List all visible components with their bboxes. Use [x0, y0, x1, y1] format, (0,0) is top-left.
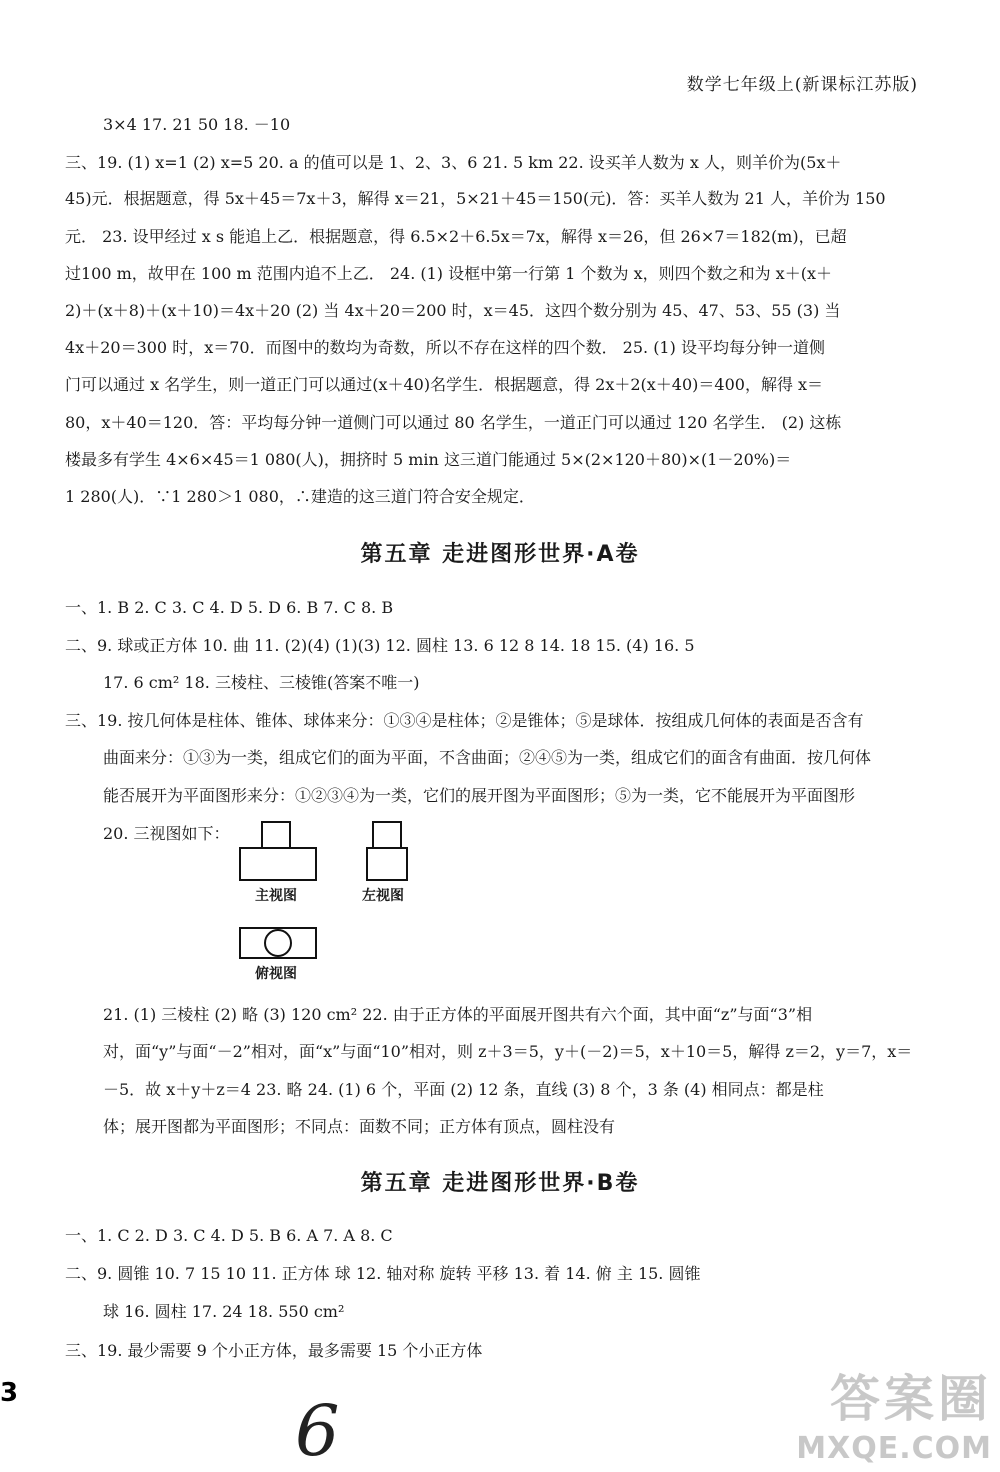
page-header: 数学七年级上(新课标江苏版) [686, 75, 918, 95]
page-number-mark: 3 [0, 1378, 19, 1408]
section-a-title: 第五章 走进图形世界·A卷 [360, 542, 640, 567]
section-a-line-11: 体；展开图都为平面图形；不同点：面数不同；正方体有顶点，圆柱没有 [103, 1117, 616, 1136]
section-a-line-4: 三、19. 按几何体是柱体、锥体、球体来分：①③④是柱体；②是锥体；⑤是球体．按组成几何体的表面是否含有 [65, 711, 864, 730]
left-view-label: 左视图 [362, 888, 404, 904]
section-a-line-7: 20. 三视图如下： [103, 824, 230, 843]
text-line-2: 三、19. (1) x=1 (2) x=5 20. a 的值可以是 1、2、3、6 21. 5 km 22. 设买羊人数为 x 人，则羊价为(5x＋ [65, 153, 842, 172]
top-view-figure [238, 926, 320, 962]
section-b-line-1: 一、1. C 2. D 3. C 4. D 5. B 6. A 7. A 8. C [65, 1226, 393, 1245]
watermark-url: MXQE.COM [796, 1431, 992, 1466]
top-view-label: 俯视图 [255, 966, 297, 982]
handwritten-mark: 6 [295, 1390, 340, 1472]
text-line-4: 元． 23. 设甲经过 x s 能追上乙．根据题意，得 6.5×2＋6.5x＝7x，解得 x＝26，但 26×7＝182(m)，已超 [65, 227, 847, 246]
section-a-line-2: 二、9. 球或正方体 10. 曲 11. (2)(4) (1)(3) 12. 圆柱 13. 6 12 8 14. 18 15. (4) 16. 5 [65, 636, 695, 655]
text-line-7: 4x＋20＝300 时，x＝70．而图中的数均为奇数，所以不存在这样的四个数． 25. (1) 设平均每分钟一道侧 [65, 338, 825, 357]
section-a-line-9: 对，面“y”与面“－2”相对，面“x”与面“10”相对，则 z＋3＝5，y＋(－2)＝5，x＋10＝5，解得 z＝2，y＝7，x＝ [103, 1042, 913, 1061]
section-b-line-3: 球 16. 圆柱 17. 24 18. 550 cm² [103, 1302, 345, 1321]
section-b-line-4: 三、19. 最少需要 9 个小正方体，最多需要 15 个小正方体 [65, 1341, 483, 1360]
text-line-10: 楼最多有学生 4×6×45＝1 080(人)，拥挤时 5 min 这三道门能通过 5×(2×120＋80)×(1－20%)＝ [65, 450, 792, 469]
front-view-label: 主视图 [255, 888, 297, 904]
text-line-11: 1 280(人)．∵1 280＞1 080，∴建造的这三道门符合安全规定． [65, 487, 535, 506]
front-view-figure [238, 820, 320, 882]
section-a-line-8: 21. (1) 三棱柱 (2) 略 (3) 120 cm² 22. 由于正方体的平面展开图共有六个面，其中面“z”与面“3”相 [103, 1005, 813, 1024]
watermark [796, 1359, 992, 1466]
section-a-line-6: 能否展开为平面图形来分：①②③④为一类，它们的展开图为平面图形；⑤为一类，它不能展开为平面图形 [103, 786, 856, 805]
section-a-line-3: 17. 6 cm² 18. 三棱柱、三棱锥(答案不唯一) [103, 673, 420, 692]
section-b-title: 第五章 走进图形世界·B卷 [360, 1171, 640, 1196]
text-line-3: 45)元．根据题意，得 5x＋45＝7x＋3，解得 x＝21，5×21＋45＝150(元)．答：买羊人数为 21 人，羊价为 150 [65, 189, 886, 208]
left-view-figure [365, 820, 411, 882]
text-line-8: 门可以通过 x 名学生，则一道正门可以通过(x＋40)名学生．根据题意，得 2x＋2(x＋40)＝400，解得 x＝ [65, 375, 824, 394]
text-line-9: 80，x＋40＝120．答：平均每分钟一道侧门可以通过 80 名学生，一道正门可以通过 120 名学生． (2) 这栋 [65, 413, 842, 432]
watermark-logo-text: 答案圈 [830, 1370, 992, 1428]
text-line-6: 2)＋(x＋8)＋(x＋10)＝4x＋20 (2) 当 4x＋20＝200 时，x＝45．这四个数分别为 45、47、53、55 (3) 当 [65, 301, 841, 320]
section-a-line-10: －5．故 x＋y＋z＝4 23. 略 24. (1) 6 个，平面 (2) 12 条，直线 (3) 8 个，3 条 (4) 相同点：都是柱 [103, 1080, 824, 1099]
section-a-line-1: 一、1. B 2. C 3. C 4. D 5. D 6. B 7. C 8. B [65, 598, 394, 617]
text-line-1: 3×4 17. 21 50 18. －10 [103, 115, 291, 134]
section-b-line-2: 二、9. 圆锥 10. 7 15 10 11. 正方体 球 12. 轴对称 旋转 平移 13. 着 14. 俯 主 15. 圆锥 [65, 1264, 701, 1283]
text-line-5: 过100 m，故甲在 100 m 范围内追不上乙． 24. (1) 设框中第一行第 1 个数为 x，则四个数之和为 x＋(x＋ [65, 264, 832, 283]
section-a-line-5: 曲面来分：①③为一类，组成它们的面为平面，不含曲面；②④⑤为一类，组成它们的面含有曲面．按几何体 [103, 748, 872, 767]
